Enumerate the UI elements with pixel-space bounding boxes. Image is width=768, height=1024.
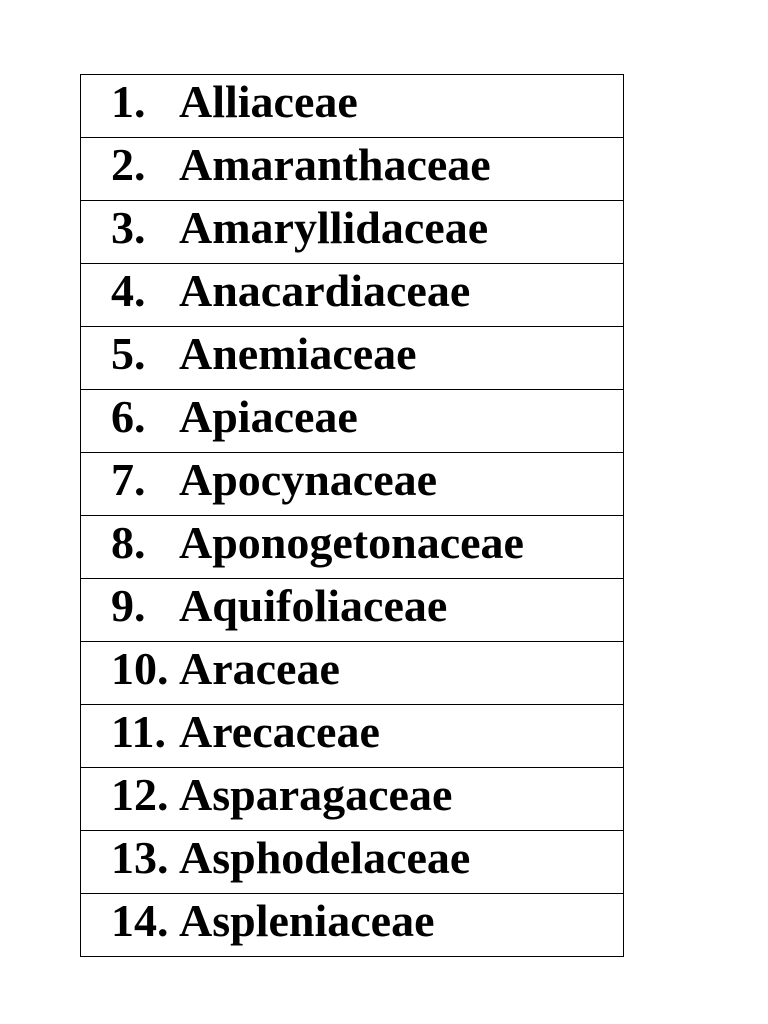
- table-cell: [81, 138, 624, 201]
- family-name: Asphodelaceae: [179, 832, 471, 883]
- table-row: [81, 831, 624, 894]
- row-number: 7.: [111, 454, 146, 505]
- table-cell: [81, 264, 624, 327]
- row-number: 4.: [111, 265, 146, 316]
- family-name: Araceae: [179, 643, 340, 694]
- table-cell: [81, 831, 624, 894]
- table-row: [81, 579, 624, 642]
- table-cell: [81, 705, 624, 768]
- table-row: [81, 264, 624, 327]
- table-row: [81, 453, 624, 516]
- table-row: [81, 768, 624, 831]
- row-number: 5.: [111, 328, 146, 379]
- row-number: 12.: [111, 769, 169, 820]
- table-cell: [81, 579, 624, 642]
- row-number: 8.: [111, 517, 146, 568]
- table-cell: [81, 894, 624, 957]
- family-name: Anemiaceae: [179, 328, 417, 379]
- family-name: Apocynaceae: [179, 454, 438, 505]
- row-number: 13.: [111, 832, 169, 883]
- family-list-table: [80, 74, 624, 957]
- table-row: [81, 390, 624, 453]
- row-number: 10.: [111, 643, 169, 694]
- family-name: Aspleniaceae: [179, 895, 435, 946]
- table-cell: [81, 453, 624, 516]
- row-number: 3.: [111, 202, 146, 253]
- table-cell: [81, 390, 624, 453]
- row-number: 2.: [111, 139, 146, 190]
- table-row: [81, 201, 624, 264]
- table-row: [81, 138, 624, 201]
- table-row: [81, 642, 624, 705]
- table-cell: [81, 75, 624, 138]
- family-name: Asparagaceae: [179, 769, 453, 820]
- family-name: Apiaceae: [179, 391, 358, 442]
- table-cell: [81, 516, 624, 579]
- row-number: 1.: [111, 76, 146, 127]
- family-name: Aquifoliaceae: [179, 580, 448, 631]
- table-row: [81, 327, 624, 390]
- row-number: 11.: [111, 706, 166, 757]
- table-cell: [81, 768, 624, 831]
- table-row: [81, 516, 624, 579]
- family-list-body: [81, 75, 624, 957]
- table-cell: [81, 642, 624, 705]
- family-name: Amaranthaceae: [179, 139, 491, 190]
- table-row: [81, 75, 624, 138]
- row-number: 6.: [111, 391, 146, 442]
- table-cell: [81, 327, 624, 390]
- family-name: Arecaceae: [179, 706, 380, 757]
- family-name: Aponogetonaceae: [179, 517, 524, 568]
- family-name: Alliaceae: [179, 76, 358, 127]
- table-row: [81, 705, 624, 768]
- table-row: [81, 894, 624, 957]
- row-number: 14.: [111, 895, 169, 946]
- row-number: 9.: [111, 580, 146, 631]
- table-cell: [81, 201, 624, 264]
- family-name: Amaryllidaceae: [179, 202, 489, 253]
- family-name: Anacardiaceae: [179, 265, 471, 316]
